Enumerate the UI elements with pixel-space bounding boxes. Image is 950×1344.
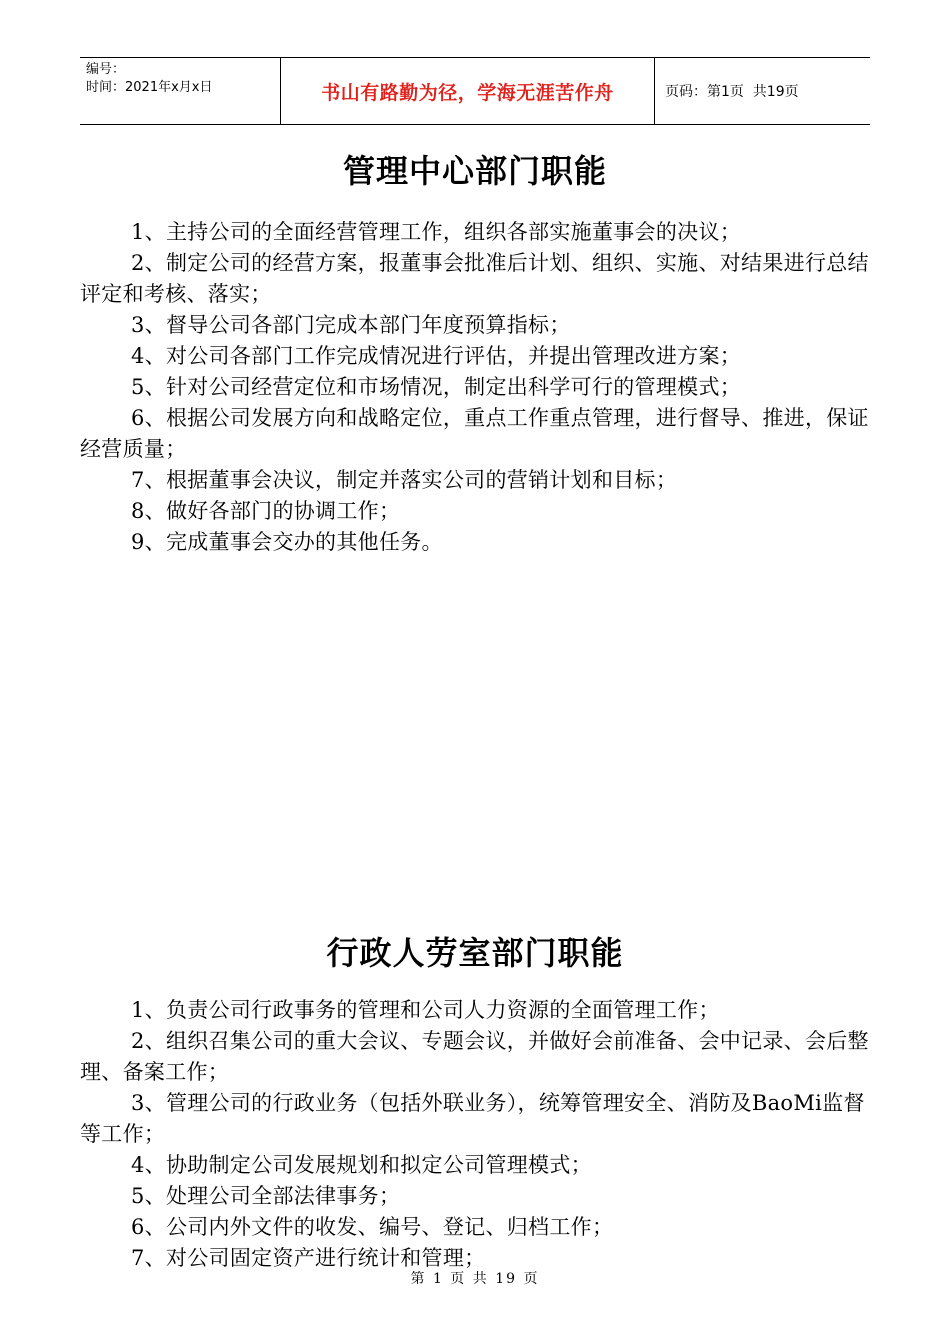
doc-number-label: 编号： xyxy=(86,62,126,77)
list-item: 7、根据董事会决议，制定并落实公司的营销计划和目标； xyxy=(131,468,678,492)
list-item: 4、协助制定公司发展规划和拟定公司管理模式； xyxy=(131,1153,592,1177)
list-item: 5、处理公司全部法律事务； xyxy=(131,1184,401,1208)
page-label: 页码：第1页 共19页 xyxy=(665,84,799,100)
list-item: 1、负责公司行政事务的管理和公司人力资源的全面管理工作； xyxy=(131,998,720,1022)
list-item: 5、针对公司经营定位和市场情况，制定出科学可行的管理模式； xyxy=(131,375,742,399)
list-item: 6、根据公司发展方向和战略定位，重点工作重点管理，进行督导、推进，保证经营质量； xyxy=(80,406,869,461)
list-item: 4、对公司各部门工作完成情况进行评估，并提出管理改进方案； xyxy=(131,344,742,368)
list-item: 7、对公司固定资产进行统计和管理； xyxy=(131,1246,486,1270)
section-title-management: 管理中心部门职能 xyxy=(342,152,607,190)
list-item: 3、管理公司的行政业务（包括外联业务），统筹管理安全、消防及BaoMi监督等工作； xyxy=(80,1091,865,1146)
list-item: 1、主持公司的全面经营管理工作，组织各部实施董事会的决议； xyxy=(131,220,742,244)
list-item: 6、公司内外文件的收发、编号、登记、归档工作； xyxy=(131,1215,614,1239)
header-meta xyxy=(80,58,281,124)
page-footer: 第 1 页 共 19 页 xyxy=(410,1271,540,1287)
list-item: 2、制定公司的经营方案，报董事会批准后计划、组织、实施、对结果进行总结评定和考核、落实； xyxy=(80,251,869,306)
list-item: 2、组织召集公司的重大会议、专题会议，并做好会前准备、会中记录、会后整理、备案工作； xyxy=(80,1029,869,1084)
list-item: 8、做好各部门的协调工作； xyxy=(131,499,401,523)
section-body-management xyxy=(80,217,880,558)
list-item: 3、督导公司各部门完成本部门年度预算指标； xyxy=(131,313,571,337)
section-title-admin-hr: 行政人劳室部门职能 xyxy=(326,934,624,972)
header-motto: 书山有路勤为径，学海无涯苦作舟 xyxy=(281,58,655,124)
section-body-admin-hr xyxy=(80,995,880,1274)
time-label: 时间：2021年x月x日 xyxy=(86,80,213,95)
list-item: 9、完成董事会交办的其他任务。 xyxy=(131,530,443,554)
header-page-info xyxy=(655,58,870,124)
page-header xyxy=(80,57,870,125)
